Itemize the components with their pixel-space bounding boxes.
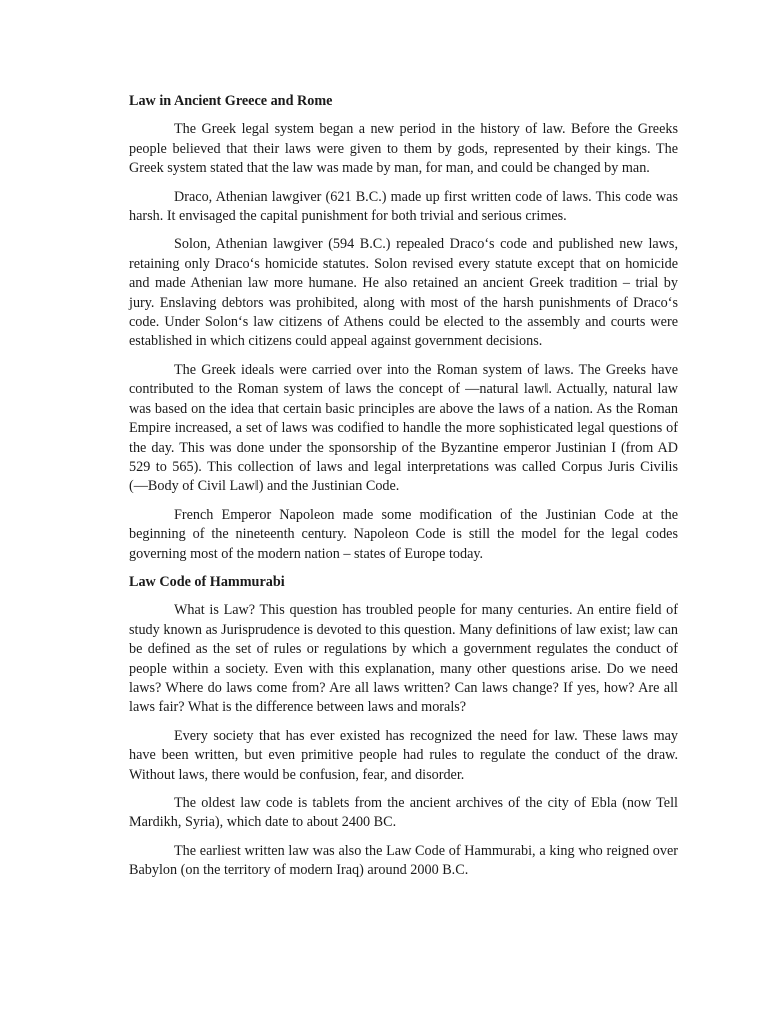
paragraph: The Greek legal system began a new period in the history of law. Before the Greeks people believed that their laws were given to them by gods, represented by their kings. The Greek system stated that the law was made by man, for man, and could be changed by man. xyxy=(129,121,678,177)
document-page xyxy=(129,92,678,890)
paragraph: The oldest law code is tablets from the ancient archives of the city of Ebla (now Tell Mardikh, Syria), which date to about 2400 BC. xyxy=(129,795,678,831)
section-heading: Law in Ancient Greece and Rome xyxy=(129,93,333,109)
paragraph: French Emperor Napoleon made some modification of the Justinian Code at the beginning of the nineteenth century. Napoleon Code is still the model for the legal codes governing most of the modern nation – states of Europe today. xyxy=(129,506,678,562)
paragraph: The earliest written law was also the Law Code of Hammurabi, a king who reigned over Babylon (on the territory of modern Iraq) around 2000 B.C. xyxy=(129,842,678,879)
paragraph: What is Law? This question has troubled people for many centuries. An entire field of study known as Jurisprudence is devoted to this question. Many definitions of law exist; law can be defined as the set of rules or regulations by which a government regulates the conduct of people within a society. Even with this explanation, many other questions arise. Do we need laws? Where do laws come from? Are all laws written? Can laws change? If yes, how? Are all laws fair? What is the difference between laws and morals? xyxy=(129,602,678,716)
paragraph: Every society that has ever existed has recognized the need for law. These laws may have been written, but even primitive people had rules to regulate the conduct of the draw. Without laws, there would be confusion, fear, and disorder. xyxy=(129,727,678,783)
paragraph: Draco, Athenian lawgiver (621 B.C.) made up first written code of laws. This code was harsh. It envisaged the capital punishment for both trivial and serious crimes. xyxy=(129,188,678,225)
section-heading: Law Code of Hammurabi xyxy=(129,573,285,590)
paragraph: The Greek ideals were carried over into the Roman system of laws. The Greeks have contributed to the Roman system of laws the concept of ―natural law‖. Actually, natural law was based on the idea that certain basic principles are above the laws of a nation. As the Roman Empire increased, a set of laws was codified to handle the more sophisticated legal questions of the day. This was done under the sponsorship of the Byzantine emperor Justinian I (from AD 529 to 565). This collection of laws and legal interpretations was called Corpus Juris Civilis (―Body of Civil Law‖) and the Justinian Code. xyxy=(129,361,678,495)
paragraph: Solon, Athenian lawgiver (594 B.C.) repealed Draco‘s code and published new laws, retaining only Draco‘s homicide statutes. Solon revised every statute except that on homicide and made Athenian law more humane. He also retained an ancient Greek tradition – trial by jury. Enslaving debtors was prohibited, along with most of the harsh punishments of Draco‘s code. Under Solon‘s law citizens of Athens could be elected to the assembly and courts were established in which citizens could appeal against government decisions. xyxy=(129,236,678,350)
